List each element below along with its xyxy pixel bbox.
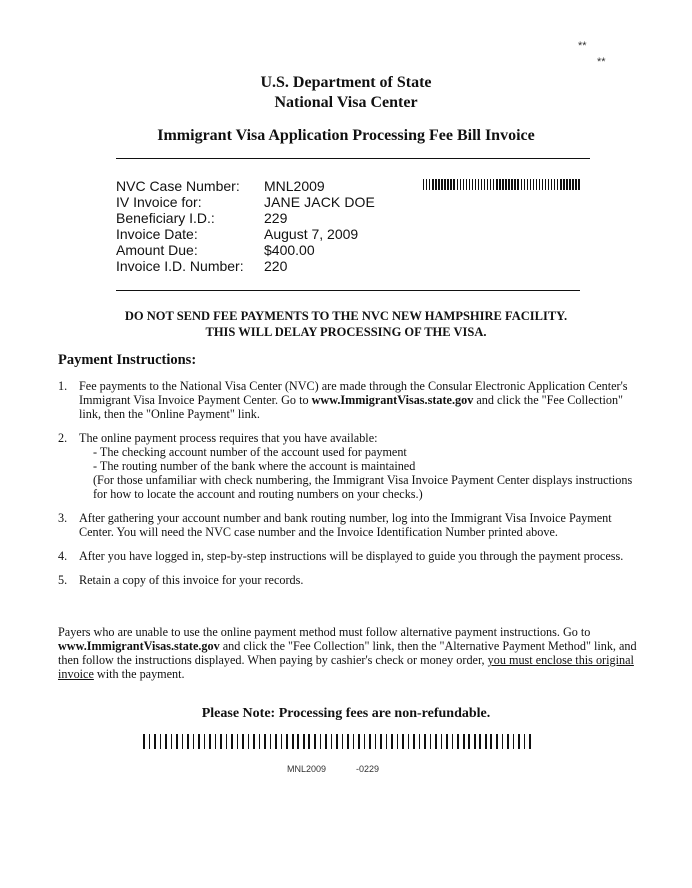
- barcode-bar: [469, 179, 470, 190]
- step-item: [58, 431, 638, 501]
- barcode-bar: [176, 734, 178, 749]
- barcode-bar: [160, 734, 162, 749]
- barcode-bar: [165, 734, 167, 749]
- barcode-bar: [308, 734, 310, 749]
- barcode-bar: [548, 179, 549, 190]
- barcode-bar: [325, 734, 327, 749]
- step-number: 3.: [58, 511, 68, 525]
- payment-instructions-heading: Payment Instructions:: [58, 352, 197, 368]
- footer-suffix-code: -0229: [356, 764, 380, 774]
- barcode-bar: [242, 734, 244, 749]
- barcode-bar: [485, 734, 487, 749]
- step-item: [58, 573, 638, 587]
- barcode-bar: [402, 734, 404, 749]
- step-text: and click the "Fee Collection" link, then the "Online Payment" link.: [79, 393, 624, 421]
- barcode-bar: [303, 734, 305, 749]
- barcode-bar: [286, 734, 288, 749]
- top-barcode: [423, 179, 580, 190]
- barcode-bar: [253, 734, 255, 749]
- barcode-bar: [545, 179, 546, 190]
- invoice-row-case-number: [116, 178, 375, 194]
- barcode-bar: [502, 179, 503, 190]
- barcode-bar: [342, 734, 344, 749]
- step-number: 1.: [58, 379, 68, 393]
- barcode-bar: [413, 734, 415, 749]
- document-title: Immigrant Visa Application Processing Fee Bill Invoice: [157, 127, 535, 144]
- barcode-bar: [468, 734, 470, 749]
- alternative-payment-paragraph: [58, 625, 638, 681]
- barcode-bar: [438, 179, 439, 190]
- step-item: [58, 379, 638, 421]
- marker-asterisks-2: **: [597, 56, 606, 68]
- barcode-bar: [426, 179, 427, 190]
- barcode-bar: [204, 734, 206, 749]
- beneficiary-id-label: Beneficiary I.D.:: [116, 210, 215, 226]
- barcode-bar: [490, 179, 491, 190]
- agency-header: [0, 73, 692, 113]
- step-item: [58, 511, 638, 539]
- website-link[interactable]: www.ImmigrantVisas.state.gov: [311, 393, 474, 407]
- barcode-bar: [527, 179, 528, 190]
- alt-text: Payers who are unable to use the online payment method must follow alternative payment instructions. Go to: [58, 625, 591, 639]
- barcode-bar: [215, 734, 217, 749]
- barcode-bar: [264, 734, 266, 749]
- barcode-bar: [474, 734, 476, 749]
- barcode-bar: [187, 734, 189, 749]
- barcode-bar: [275, 734, 277, 749]
- barcode-bar: [248, 734, 250, 749]
- barcode-bar: [391, 734, 393, 749]
- step-text: Fee payments to the National Visa Center (NVC) are made through the Consular Electronic Application Center's Immigrant Visa Invoice Payment Center. Go to: [79, 379, 628, 407]
- enclose-invoice-emphasis: you must enclose this original invoice: [58, 653, 634, 681]
- barcode-bar: [453, 179, 454, 190]
- barcode-bar: [209, 734, 211, 749]
- barcode-bar: [408, 734, 410, 749]
- barcode-bar: [171, 734, 173, 749]
- barcode-bar: [502, 734, 504, 749]
- bottom-barcode: [143, 734, 531, 749]
- barcode-bar: [380, 734, 382, 749]
- barcode-bar: [397, 734, 399, 749]
- info-divider: [116, 290, 580, 291]
- barcode-bar: [314, 734, 316, 749]
- barcode-bar: [435, 179, 436, 190]
- barcode-bar: [444, 179, 445, 190]
- barcode-bar: [496, 179, 497, 190]
- barcode-bar: [490, 734, 492, 749]
- barcode-bar: [499, 179, 500, 190]
- barcode-bar: [566, 179, 567, 190]
- barcode-bar: [539, 179, 540, 190]
- barcode-bar: [493, 179, 494, 190]
- warning-line-2: THIS WILL DELAY PROCESSING OF THE VISA.: [205, 325, 487, 339]
- barcode-bar: [575, 179, 576, 190]
- invoice-row-invoice-date: [116, 226, 375, 242]
- case-number-value: MNL2009: [264, 178, 325, 194]
- amount-due-label: Amount Due:: [116, 242, 198, 258]
- invoice-for-label: IV Invoice for:: [116, 194, 202, 210]
- barcode-bar: [446, 734, 448, 749]
- invoice-date-label: Invoice Date:: [116, 226, 198, 242]
- barcode-bar: [560, 179, 561, 190]
- barcode-bar: [198, 734, 200, 749]
- barcode-bar: [430, 734, 432, 749]
- barcode-bar: [481, 179, 482, 190]
- requirement-item: - The routing number of the bank where the account is maintained: [93, 459, 416, 473]
- barcode-bar: [452, 734, 454, 749]
- step-text: After gathering your account number and bank routing number, log into the Immigrant Visa Invoice Payment Center. You will need the NVC case number and the Invoice Identification Number printed above.: [79, 511, 612, 539]
- barcode-bar: [475, 179, 476, 190]
- barcode-bar: [226, 734, 228, 749]
- barcode-bar: [441, 734, 443, 749]
- barcode-bar: [460, 179, 461, 190]
- barcode-bar: [231, 734, 233, 749]
- barcode-bar: [507, 734, 509, 749]
- barcode-bar: [554, 179, 555, 190]
- invoice-date-value: August 7, 2009: [264, 226, 359, 242]
- invoice-id-label: Invoice I.D. Number:: [116, 258, 244, 274]
- non-refundable-note: Please Note: Processing fees are non-refundable.: [201, 706, 491, 721]
- barcode-bar: [419, 734, 421, 749]
- step-text: The online payment process requires that you have available:: [79, 431, 378, 445]
- barcode-bar: [530, 179, 531, 190]
- invoice-row-beneficiary-id: [116, 210, 375, 226]
- barcode-bar: [536, 179, 537, 190]
- step-text: Retain a copy of this invoice for your records.: [79, 573, 304, 587]
- barcode-bar: [542, 179, 543, 190]
- barcode-bar: [511, 179, 512, 190]
- step-text: After you have logged in, step-by-step instructions will be displayed to guide you through the payment process.: [79, 549, 624, 563]
- barcode-bar: [551, 179, 552, 190]
- barcode-bar: [463, 734, 465, 749]
- barcode-bar: [320, 734, 322, 749]
- invoice-id-value: 220: [264, 258, 288, 274]
- barcode-bar: [529, 734, 531, 749]
- barcode-bar: [450, 179, 451, 190]
- barcode-bar: [270, 734, 272, 749]
- barcode-bar: [487, 179, 488, 190]
- barcode-bar: [364, 734, 366, 749]
- barcode-bar: [457, 734, 459, 749]
- barcode-bar: [353, 734, 355, 749]
- title-divider: [116, 158, 590, 159]
- barcode-bar: [336, 734, 338, 749]
- barcode-bar: [524, 179, 525, 190]
- case-number-label: NVC Case Number:: [116, 178, 240, 194]
- barcode-bar: [281, 734, 283, 749]
- barcode-bar: [557, 179, 558, 190]
- barcode-bar: [514, 179, 515, 190]
- amount-due-value: $400.00: [264, 242, 315, 258]
- website-link[interactable]: www.ImmigrantVisas.state.gov: [58, 639, 220, 653]
- barcode-bar: [578, 179, 579, 190]
- barcode-bar: [484, 179, 485, 190]
- barcode-bar: [297, 734, 299, 749]
- warning-notice: [0, 308, 692, 340]
- alt-text: and click the "Fee Collection" link, then the "Alternative Payment Method" link, and then follow the instructions displayed. When paying by cashier's check or money order,: [58, 639, 637, 667]
- barcode-bar: [193, 734, 195, 749]
- barcode-bar: [478, 179, 479, 190]
- alt-text: with the payment.: [93, 667, 185, 681]
- barcode-bar: [369, 734, 371, 749]
- barcode-bar: [375, 734, 377, 749]
- barcode-bar: [424, 734, 426, 749]
- barcode-bar: [533, 179, 534, 190]
- invoice-details: [116, 178, 375, 274]
- barcode-bar: [259, 734, 261, 749]
- footer-case-code: MNL2009: [287, 764, 327, 774]
- beneficiary-id-value: 229: [264, 210, 288, 226]
- barcode-bar: [517, 179, 518, 190]
- step-number: 5.: [58, 573, 68, 587]
- warning-line-1: DO NOT SEND FEE PAYMENTS TO THE NVC NEW HAMPSHIRE FACILITY.: [124, 309, 568, 323]
- barcode-bar: [521, 179, 522, 190]
- barcode-bar: [496, 734, 498, 749]
- barcode-bar: [508, 179, 509, 190]
- invoice-row-invoice-id: [116, 258, 375, 274]
- barcode-bar: [237, 734, 239, 749]
- barcode-bar: [358, 734, 360, 749]
- invoice-for-value: JANE JACK DOE: [264, 194, 375, 210]
- barcode-bar: [518, 734, 520, 749]
- barcode-bar: [143, 734, 145, 749]
- barcode-bar: [505, 179, 506, 190]
- agency-line-2: National Visa Center: [274, 94, 418, 111]
- step-number: 4.: [58, 549, 68, 563]
- step-number: 2.: [58, 431, 68, 445]
- barcode-bar: [331, 734, 333, 749]
- barcode-bar: [466, 179, 467, 190]
- barcode-bar: [347, 734, 349, 749]
- barcode-bar: [435, 734, 437, 749]
- barcode-bar: [429, 179, 430, 190]
- barcode-bar: [182, 734, 184, 749]
- barcode-bar: [569, 179, 570, 190]
- invoice-row-amount-due: [116, 242, 375, 258]
- barcode-bar: [432, 179, 433, 190]
- barcode-bar: [220, 734, 222, 749]
- barcode-bar: [524, 734, 526, 749]
- agency-line-1: U.S. Department of State: [260, 74, 432, 91]
- barcode-bar: [423, 179, 424, 190]
- barcode-bar: [149, 734, 151, 749]
- barcode-bar: [154, 734, 156, 749]
- requirement-item: - The checking account number of the account used for payment: [93, 445, 407, 459]
- barcode-bar: [479, 734, 481, 749]
- requirement-note: (For those unfamiliar with check numbering, the Immigrant Visa Invoice Payment Center displays instructions for how to locate the account and routing numbers on your checks.): [93, 473, 633, 501]
- marker-asterisks-1: **: [578, 40, 587, 52]
- barcode-bar: [463, 179, 464, 190]
- barcode-bar: [441, 179, 442, 190]
- step-item: [58, 549, 638, 563]
- barcode-bar: [457, 179, 458, 190]
- barcode-bar: [447, 179, 448, 190]
- barcode-bar: [472, 179, 473, 190]
- barcode-bar: [513, 734, 515, 749]
- invoice-row-invoice-for: [116, 194, 375, 210]
- payment-steps: [58, 379, 638, 597]
- barcode-bar: [292, 734, 294, 749]
- barcode-bar: [563, 179, 564, 190]
- barcode-bar: [572, 179, 573, 190]
- barcode-bar: [386, 734, 388, 749]
